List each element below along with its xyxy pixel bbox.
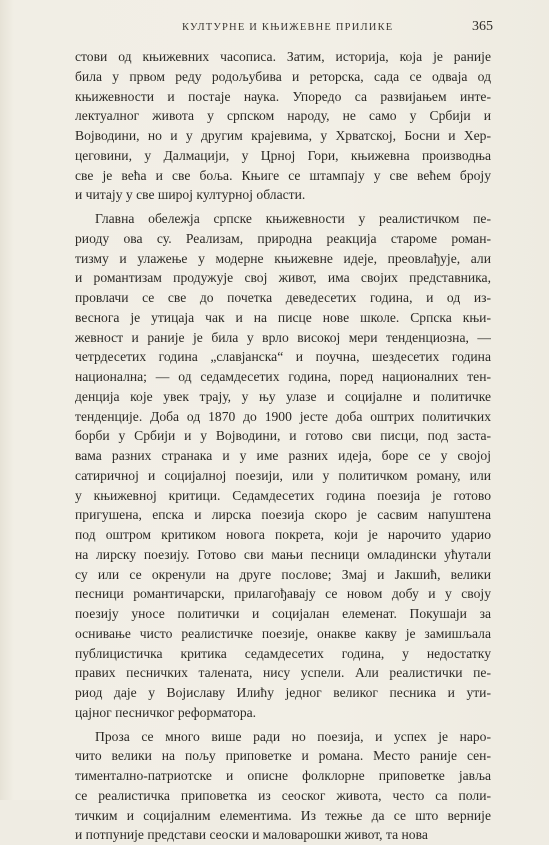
text-line: цеговини, у Далмацији, у Црној Гори, књижевна производња [75, 146, 491, 166]
text-line: под оштром критиком новога покрета, који је нарочито ударио [75, 525, 491, 545]
text-line: и читају у све широј културној области. [75, 185, 491, 205]
text-line: тенденције. Доба од 1870 до 1900 јесте доба оштрих политичких [75, 407, 491, 427]
text-line: веснога је утицаја чак и на писце нове школе. Српска књи- [75, 308, 491, 328]
page-number: 365 [472, 19, 493, 35]
text-line: песници романтичарски, прилагођавају се новом добу и у своју [75, 584, 491, 604]
text-line: правих песничких таленaта, нису успели. Али реалистички пе- [75, 663, 491, 683]
text-line: и потпуније представи сеоски и маловарошки живот, та нова [75, 825, 491, 845]
text-line: лектуалног живота у српском народу, не само у Србији и [75, 106, 491, 126]
text-line: и романтизам продужује свој живот, има својих представника, [75, 268, 491, 288]
text-line: риоду ова су. Реализам, природна реакција староме роман- [75, 229, 491, 249]
text-line: поезију уносе политички и социјалан елеменат. Покушаји за [75, 604, 491, 624]
paragraph [75, 209, 491, 723]
text-line: стови од књижевних часописа. Затим, историја, која је раније [75, 47, 491, 67]
text-line: књижевности и постаје наука. Упоредо са развијањем инте- [75, 87, 491, 107]
paragraph [75, 727, 491, 845]
text-line: у књижевној критици. Седамдесетих година поезија је готово [75, 486, 491, 506]
text-line: све је већа и све боља. Књиге се штампају у све већем броју [75, 166, 491, 186]
text-line: публицистичка критика седамдесетих година, у недостатку [75, 644, 491, 664]
text-line: сатиричној и социјалној поезији, или у политичком роману, или [75, 466, 491, 486]
running-title: КУЛТУРНЕ И КЊИЖЕВНЕ ПРИЛИКЕ [182, 22, 393, 33]
text-line: Главна обележја српске књижевности у реалистичком пе- [75, 209, 491, 229]
page-header [0, 19, 549, 39]
text-line: пригушена, епска и лирска поезија скоро је сасвим напуштена [75, 505, 491, 525]
text-line: риод даје у Војиславу Илићу једног великог песника и ути- [75, 683, 491, 703]
text-line: била у првом реду родољубива и реторска, сада се одваја од [75, 67, 491, 87]
text-line: оснивање чисто реалистичке поезије, онакве какву је замишљала [75, 624, 491, 644]
text-line: тичким и социјалним елементима. Из тежње да се што верније [75, 806, 491, 826]
text-line: четрдесетих година „славјанска“ и поучна, шездесетих година [75, 347, 491, 367]
text-line: национална; — од седамдесетих година, поред националних тен- [75, 367, 491, 387]
text-line: се реалистичка приповетка из сеоског живота, често са поли- [75, 786, 491, 806]
text-line: денција које увек трају, у њу улазе и социјалне и политичке [75, 387, 491, 407]
text-line: борби у Србији и у Војводини, и готово сви писци, под застa- [75, 426, 491, 446]
text-line: Проза се много више ради но поезија, и успех је наро- [75, 727, 491, 747]
text-line: тизму и улажење у модерне књижевне идеје, преовлађује, али [75, 249, 491, 269]
paragraph [75, 47, 491, 205]
body-text [75, 47, 491, 845]
text-line: жевност и раније је била у врло високој мери тенденциозна, — [75, 328, 491, 348]
text-line: тиментално-патриотске и описне фолклорне приповетке јавља [75, 766, 491, 786]
text-line: чито велики на пољу приповетке и романа. Место раније сен- [75, 746, 491, 766]
text-line: провлачи се све до почетка деведесетих година, и од из- [75, 288, 491, 308]
text-line: вама разних странака и у име разних идеја, боре се у својој [75, 446, 491, 466]
text-line: на лирску поезију. Готово сви мањи песници омладински ућутали [75, 545, 491, 565]
text-line: Војводини, но и у другим крајевима, у Хрватској, Босни и Хер- [75, 126, 491, 146]
text-line: цајног песничког реформатора. [75, 703, 491, 723]
text-line: су или се окренули на друге послове; Змај и Јакшић, велики [75, 565, 491, 585]
